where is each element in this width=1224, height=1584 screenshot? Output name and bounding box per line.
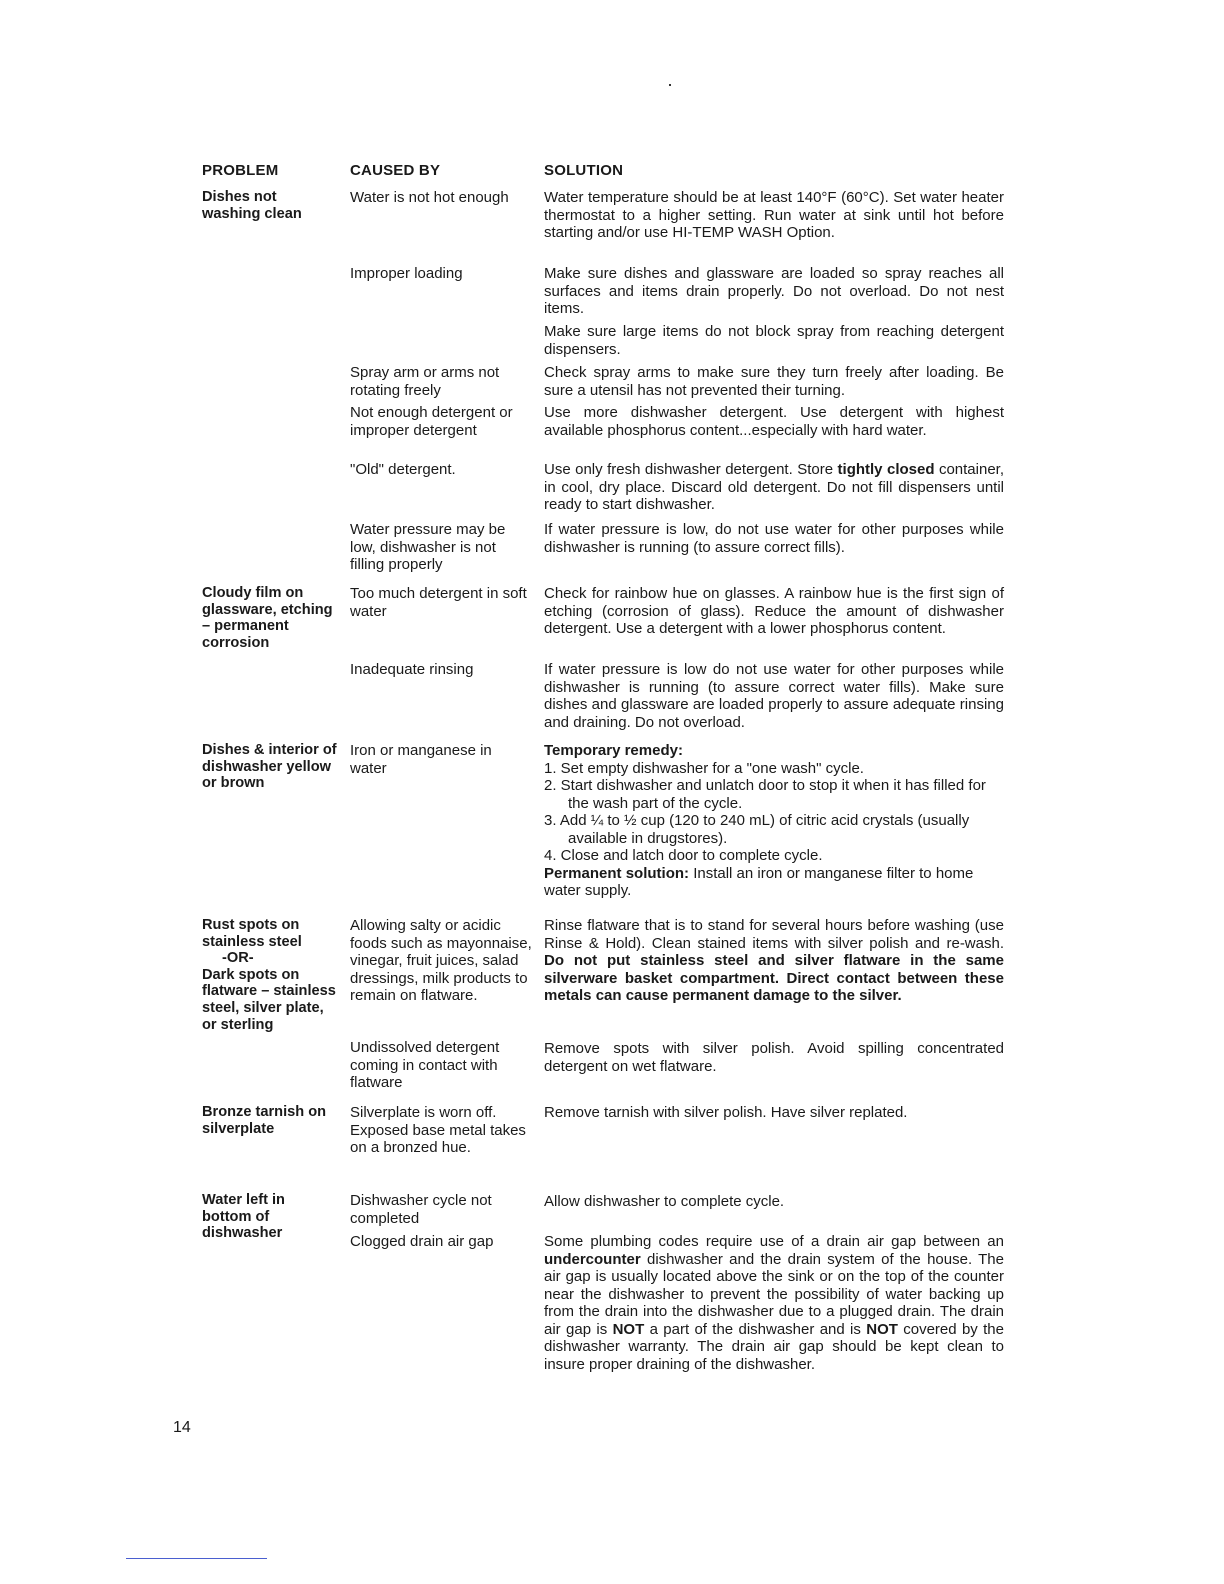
solution-text: Rinse flatware that is to stand for several hours before washing (use Rinse & Hold). Clean stained items with silver polish and re-wash. <box>544 917 1004 952</box>
solution-text: covered by the dishwasher warranty. The drain air gap should be kept clean to insure proper draining of the dishwasher. <box>544 1320 1004 1373</box>
step-item: 2. Start dishwasher and unlatch door to stop it when it has filled for the wash part of the cycle. <box>544 777 986 812</box>
cause-too-much-detergent: Too much detergent in soft water <box>350 585 527 620</box>
cause-old-detergent: "Old" detergent. <box>350 461 456 478</box>
solution-text: container, in cool, dry place. Discard old detergent. Do not fill dispensers until ready to start dishwasher. <box>544 461 1004 513</box>
problem-water-left: Water left in bottom of dishwasher <box>202 1192 285 1242</box>
solution-loading-large-items: Make sure large items do not block spray from reaching detergent dispensers. <box>544 323 1004 358</box>
problem-part: Rust spots on stainless steel <box>202 917 302 950</box>
permanent-solution-text: Install an iron or manganese filter to home water supply. <box>544 864 974 899</box>
problem-yellow-brown: Dishes & interior of dishwasher yellow or brown <box>202 742 337 792</box>
solution-water-pressure: If water pressure is low, do not use water for other purposes while dishwasher is running (to assure correct fills). <box>544 521 1004 556</box>
cause-undissolved-detergent: Undissolved detergent coming in contact with flatware <box>350 1039 500 1091</box>
cause-water-pressure: Water pressure may be low, dishwasher is not filling properly <box>350 521 506 573</box>
cause-iron-manganese: Iron or manganese in water <box>350 742 492 777</box>
step-item: 3. Add ¼ to ½ cup (120 to 240 mL) of citric acid crystals (usually available in drugstores). <box>544 812 970 847</box>
cause-cycle-not-completed: Dishwasher cycle not completed <box>350 1192 492 1227</box>
emphasis-undercounter: undercounter <box>544 1250 641 1268</box>
cause-clogged-air-gap: Clogged drain air gap <box>350 1233 494 1250</box>
step-item: 1. Set empty dishwasher for a "one wash" cycle. <box>544 759 864 777</box>
cause-water-not-hot: Water is not hot enough <box>350 189 509 206</box>
solution-emphasis: tightly closed <box>837 461 935 478</box>
cause-salty-acidic-foods: Allowing salty or acidic foods such as mayonnaise, vinegar, fruit juices, salad dressings, milk products to remain on flatware. <box>350 917 532 1004</box>
footer-rule <box>126 1558 267 1559</box>
problem-cloudy-film: Cloudy film on glassware, etching – permanent corrosion <box>202 585 333 651</box>
solution-rinse-flatware <box>544 917 1004 1005</box>
solution-drain-air-gap <box>544 1233 1004 1373</box>
stray-mark <box>669 84 671 86</box>
problem-or: -OR- <box>222 950 254 967</box>
solution-rinsing: If water pressure is low do not use water for other purposes while dishwasher is running (to assure correct water fills). Make sure dishes and glassware are loaded properly to assure adequate rinsing and draining. Do not overload. <box>544 661 1004 731</box>
solution-warning: Do not put stainless steel and silver flatware in the same silverware basket compartment. Direct contact between these metals can cause permanent damage to the silver. <box>544 952 1004 1004</box>
emphasis-not: NOT <box>866 1320 898 1338</box>
solution-text: Use only fresh dishwasher detergent. Store <box>544 461 834 478</box>
problem-bronze-tarnish: Bronze tarnish on silverplate <box>202 1104 327 1137</box>
cause-inadequate-rinsing: Inadequate rinsing <box>350 661 474 678</box>
solution-complete-cycle: Allow dishwasher to complete cycle. <box>544 1193 785 1210</box>
header-solution: SOLUTION <box>544 162 624 179</box>
cause-spray-arm: Spray arm or arms not rotating freely <box>350 364 500 399</box>
temporary-remedy-label: Temporary remedy: <box>544 742 683 759</box>
solution-text: a part of the dishwasher and is <box>649 1320 861 1338</box>
solution-citric-acid <box>544 742 1004 900</box>
solution-silver-polish: Remove spots with silver polish. Avoid spilling concentrated detergent on wet flatware. <box>544 1040 1004 1075</box>
header-problem: PROBLEM <box>202 162 279 179</box>
header-caused-by: CAUSED BY <box>350 162 441 179</box>
solution-water-temperature: Water temperature should be at least 140°F (60°C). Set water heater thermostat to a higher setting. Run water at sink until hot before starting and/or use HI-TEMP WASH Option. <box>544 189 1004 241</box>
permanent-solution-label: Permanent solution: <box>544 864 690 882</box>
page-number: 14 <box>173 1419 191 1436</box>
solution-more-detergent: Use more dishwasher detergent. Use detergent with highest available phosphorus content...especially with hard water. <box>544 404 1004 439</box>
solution-fresh-detergent <box>544 461 1004 514</box>
solution-loading: Make sure dishes and glassware are loaded so spray reaches all surfaces and items drain properly. Do not overload. Do not nest items. <box>544 265 1004 317</box>
cause-improper-loading: Improper loading <box>350 265 463 282</box>
cause-silverplate-worn: Silverplate is worn off. Exposed base metal takes on a bronzed hue. <box>350 1104 526 1156</box>
solution-text: dishwasher and the drain system of the house. The air gap is usually located above the sink or on the top of the counter near the dishwasher to prevent the possibility of water backing up from the drain into the dishwasher due to a plugged drain. The drain air gap is <box>544 1250 1004 1338</box>
problem-dishes-not-washing-clean: Dishes not washing clean <box>202 189 302 222</box>
problem-part: Dark spots on flatware – stainless steel, silver plate, or sterling <box>202 966 336 1033</box>
solution-spray-arm: Check spray arms to make sure they turn freely after loading. Be sure a utensil has not prevented their turning. <box>544 364 1004 399</box>
solution-replate: Remove tarnish with silver polish. Have silver replated. <box>544 1104 908 1121</box>
cause-not-enough-detergent: Not enough detergent or improper detergent <box>350 404 513 439</box>
emphasis-not: NOT <box>612 1320 645 1338</box>
solution-rainbow-hue: Check for rainbow hue on glasses. A rainbow hue is the first sign of etching (corrosion of glass). Reduce the amount of dishwasher detergent. Use a detergent with a lower phosphorus content. <box>544 585 1004 637</box>
problem-rust-spots <box>202 917 337 1033</box>
step-item: 4. Close and latch door to complete cycle. <box>544 847 823 864</box>
solution-text: Some plumbing codes require use of a drain air gap between an <box>544 1233 1004 1250</box>
